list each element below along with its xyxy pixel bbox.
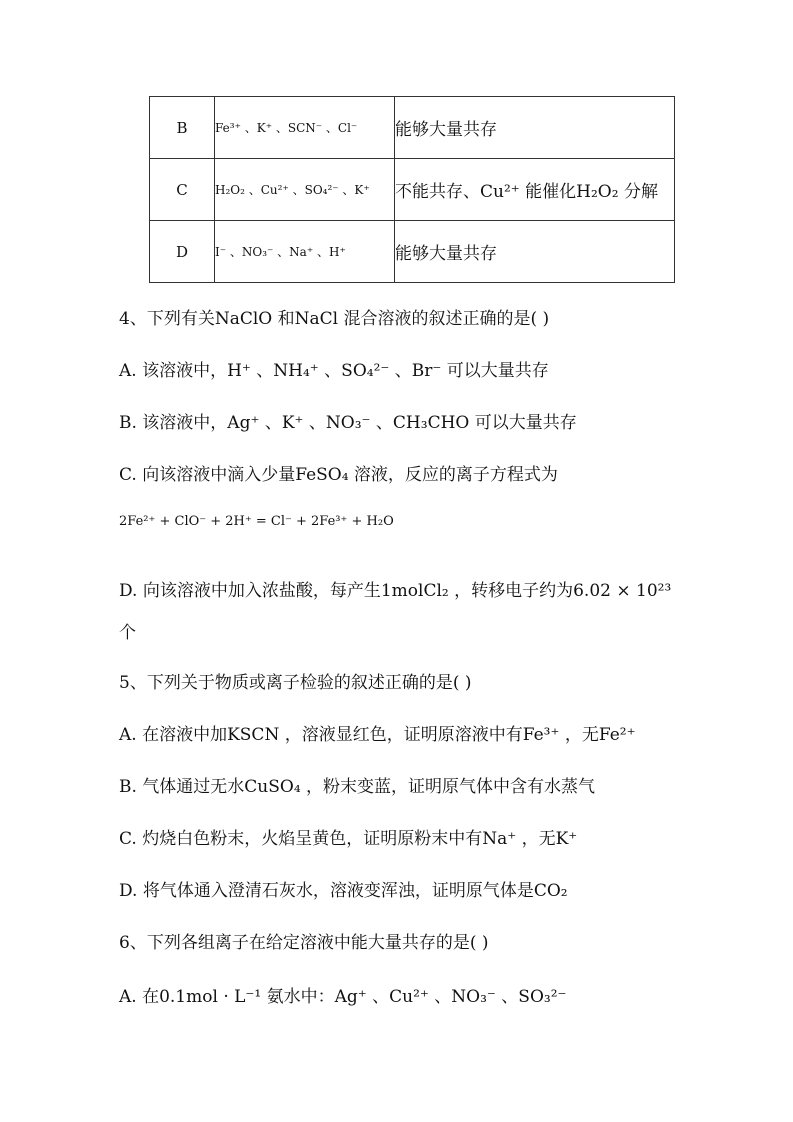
question-5-option-c: C. 灼烧白色粉末，火焰呈黄色，证明原粉末中有Na⁺ ，无K⁺ xyxy=(119,829,578,849)
question-4-option-b: B. 该溶液中，Ag⁺ 、K⁺ 、NO₃⁻ 、CH₃CHO 可以大量共存 xyxy=(119,413,577,433)
ion-group: Fe³⁺ 、K⁺ 、SCN⁻ 、Cl⁻ xyxy=(215,97,395,159)
ion-coexistence-table xyxy=(149,96,675,283)
judgement: 不能共存、Cu²⁺ 能催化H₂O₂ 分解 xyxy=(395,159,675,221)
ion-group: H₂O₂ 、Cu²⁺ 、SO₄²⁻ 、K⁺ xyxy=(215,159,395,221)
ionic-equation: 2Fe²⁺ + ClO⁻ + 2H⁺ = Cl⁻ + 2Fe³⁺ + H₂O xyxy=(119,514,394,529)
table-row xyxy=(150,159,675,221)
judgement: 能够大量共存 xyxy=(395,221,675,283)
question-4-option-c: C. 向该溶液中滴入少量FeSO₄ 溶液，反应的离子方程式为 xyxy=(119,465,558,485)
question-5-option-d: D. 将气体通入澄清石灰水，溶液变浑浊，证明原气体是CO₂ xyxy=(119,881,568,901)
question-5-stem: 5、下列关于物质或离子检验的叙述正确的是( ) xyxy=(119,673,472,693)
option-key: B xyxy=(150,97,215,159)
ion-group: I⁻ 、NO₃⁻ 、Na⁺ 、H⁺ xyxy=(215,221,395,283)
question-5-option-b: B. 气体通过无水CuSO₄ ，粉末变蓝，证明原气体中含有水蒸气 xyxy=(119,777,596,797)
question-6-stem: 6、下列各组离子在给定溶液中能大量共存的是( ) xyxy=(119,933,489,953)
question-4-stem: 4、下列有关NaClO 和NaCl 混合溶液的叙述正确的是( ) xyxy=(119,309,550,329)
option-key: C xyxy=(150,159,215,221)
table-row xyxy=(150,221,675,283)
question-4-option-a: A. 该溶液中，H⁺ 、NH₄⁺ 、SO₄²⁻ 、Br⁻ 可以大量共存 xyxy=(119,361,549,381)
judgement: 能够大量共存 xyxy=(395,97,675,159)
question-6-option-a: A. 在0.1mol · L⁻¹ 氨水中：Ag⁺ 、Cu²⁺ 、NO₃⁻ 、SO₃²⁻ xyxy=(119,987,567,1007)
table-row xyxy=(150,97,675,159)
question-4-option-d-continuation: 个 xyxy=(119,623,136,643)
question-5-option-a: A. 在溶液中加KSCN ，溶液显红色，证明原溶液中有Fe³⁺ ，无Fe²⁺ xyxy=(119,725,636,745)
option-key: D xyxy=(150,221,215,283)
question-4-option-d: D. 向该溶液中加入浓盐酸，每产生1molCl₂ ，转移电子约为6.02 × 10²³ xyxy=(119,581,672,601)
